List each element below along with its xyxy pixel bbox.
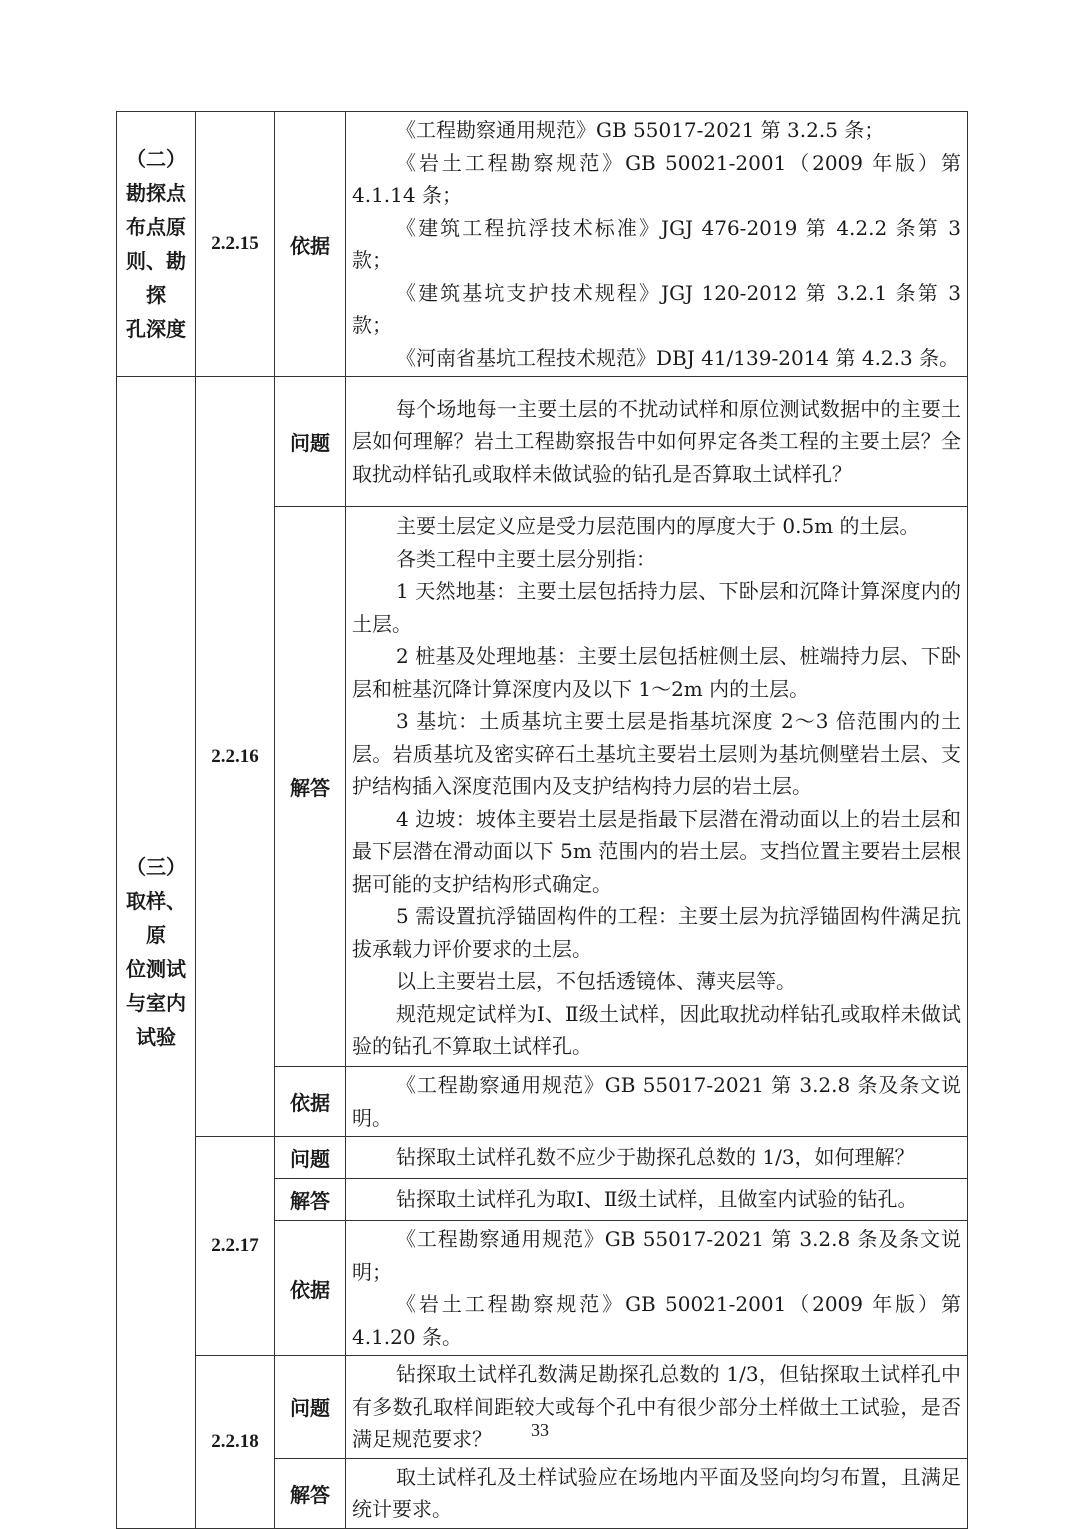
paragraph: 2 桩基及处理地基：主要土层包括桩侧土层、桩端持力层、下卧层和桩基沉降计算深度内及以下 1～2m 内的土层。 [352,644,961,701]
basis-label: 依据 [275,1221,346,1356]
section-title-line: 试验 [136,1025,176,1050]
basis-label: 依据 [275,1067,346,1137]
paragraph: 《岩土工程勘察规范》GB 50021-2001（2009 年版）第 4.1.14 条； [352,150,961,207]
paragraph: 以上主要岩土层，不包括透镜体、薄夹层等。 [396,969,796,994]
paragraph: 3 基坑：土质基坑主要土层是指基坑深度 2～3 倍范围内的土层。岩质基坑及密实碎石土基坑主要岩土层则为基坑侧壁岩土层、支护结构插入深度范围内及支护结构持力层的岩土层。 [352,709,961,799]
section-cell-sampling [117,377,196,1529]
paragraph: 钻探取土试样孔为取Ⅰ、Ⅱ级土试样，且做室内试验的钻孔。 [396,1187,918,1212]
paragraph: 《河南省基坑工程技术规范》DBJ 41/139-2014 第 4.2.3 条。 [396,345,960,370]
item-number: 2.2.17 [196,1137,275,1356]
paragraph: 4 边坡：坡体主要岩土层是指最下层潜在滑动面以上的岩土层和最下层潜在滑动面以下 5m 范围内的岩土层。支挡位置主要岩土层根据可能的支护结构形式确定。 [352,806,961,896]
section-cell-survey-points [117,112,196,377]
answer-content [346,1458,968,1528]
paragraph: 钻探取土试样孔数不应少于勘探孔总数的 1/3，如何理解？ [396,1145,915,1170]
section-title-line: 孔深度 [126,317,186,341]
question-label: 问题 [275,1356,346,1459]
basis-label: 依据 [275,112,346,377]
answer-content [346,1179,968,1221]
answer-label: 解答 [275,1179,346,1221]
paragraph: 《工程勘察通用规范》GB 55017-2021 第 3.2.8 条及条文说明。 [352,1073,961,1130]
basis-content [346,112,968,377]
question-content [346,1137,968,1179]
paragraph: 《建筑基坑支护技术规程》JGJ 120-2012 第 3.2.1 条第 3 款； [352,280,961,337]
paragraph: 主要土层定义应是受力层范围内的厚度大于 0.5m 的土层。 [396,514,920,539]
paragraph: 钻探取土试样孔数满足勘探孔总数的 1/3，但钻探取土试样孔中有多数孔取样间距较大或每个孔中有很少部分土样做土工试验，是否满足规范要求？ [352,1362,961,1451]
item-number: 2.2.15 [196,112,275,377]
item-number: 2.2.18 [196,1356,275,1529]
paragraph: 《工程勘察通用规范》GB 55017-2021 第 3.2.5 条； [396,118,885,142]
paragraph: 《建筑工程抗浮技术标准》JGJ 476-2019 第 4.2.2 条第 3 款； [352,215,961,272]
table-row [117,112,968,377]
paragraph: 每个场地每一主要土层的不扰动试样和原位测试数据中的主要土层如何理解？岩土工程勘察报告中如何界定各类工程的主要土层？全取扰动样钻孔或取样未做试验的钻孔是否算取土试样孔？ [352,396,961,486]
paragraph: 规范规定试样为Ⅰ、Ⅱ级土试样，因此取扰动样钻孔或取样未做试验的钻孔不算取土试样孔。 [352,1001,961,1059]
question-label: 问题 [275,1137,346,1179]
table-row [117,1137,968,1179]
item-number: 2.2.16 [196,377,275,1137]
basis-content [346,1221,968,1356]
table-row [117,377,968,507]
paragraph: 《岩土工程勘察规范》GB 50021-2001（2009 年版）第 4.1.20 条。 [352,1292,961,1349]
page-number: 33 [531,1420,549,1440]
section-title-line: （二） [126,147,186,171]
regulation-table [116,111,968,1529]
answer-label: 解答 [275,1458,346,1528]
section-title-line: 取样、原 [126,889,186,948]
basis-content [346,1067,968,1137]
question-label: 问题 [275,377,346,507]
answer-label: 解答 [275,507,346,1067]
section-title-line: （三） [126,855,186,880]
paragraph: 取土试样孔及土样试验应在场地内平面及竖向均匀布置，且满足统计要求。 [352,1464,961,1521]
paragraph: 5 需设置抗浮锚固构件的工程：主要土层为抗浮锚固构件满足抗拔承载力评价要求的土层。 [352,904,961,961]
section-title-line: 与室内 [126,991,186,1016]
question-content [346,377,968,507]
section-title-line: 布点原 [126,215,186,239]
section-title-line: 则、勘探 [126,249,186,307]
table-row [117,1356,968,1459]
section-title-line: 勘探点 [126,181,186,205]
paragraph: 各类工程中主要土层分别指： [396,546,656,571]
paragraph: 1 天然地基：主要土层包括持力层、下卧层和沉降计算深度内的土层。 [352,579,961,636]
question-content [346,1356,968,1459]
paragraph: 《工程勘察通用规范》GB 55017-2021 第 3.2.8 条及条文说明； [352,1227,961,1284]
section-title-line: 位测试 [126,957,186,982]
answer-content [346,507,968,1067]
